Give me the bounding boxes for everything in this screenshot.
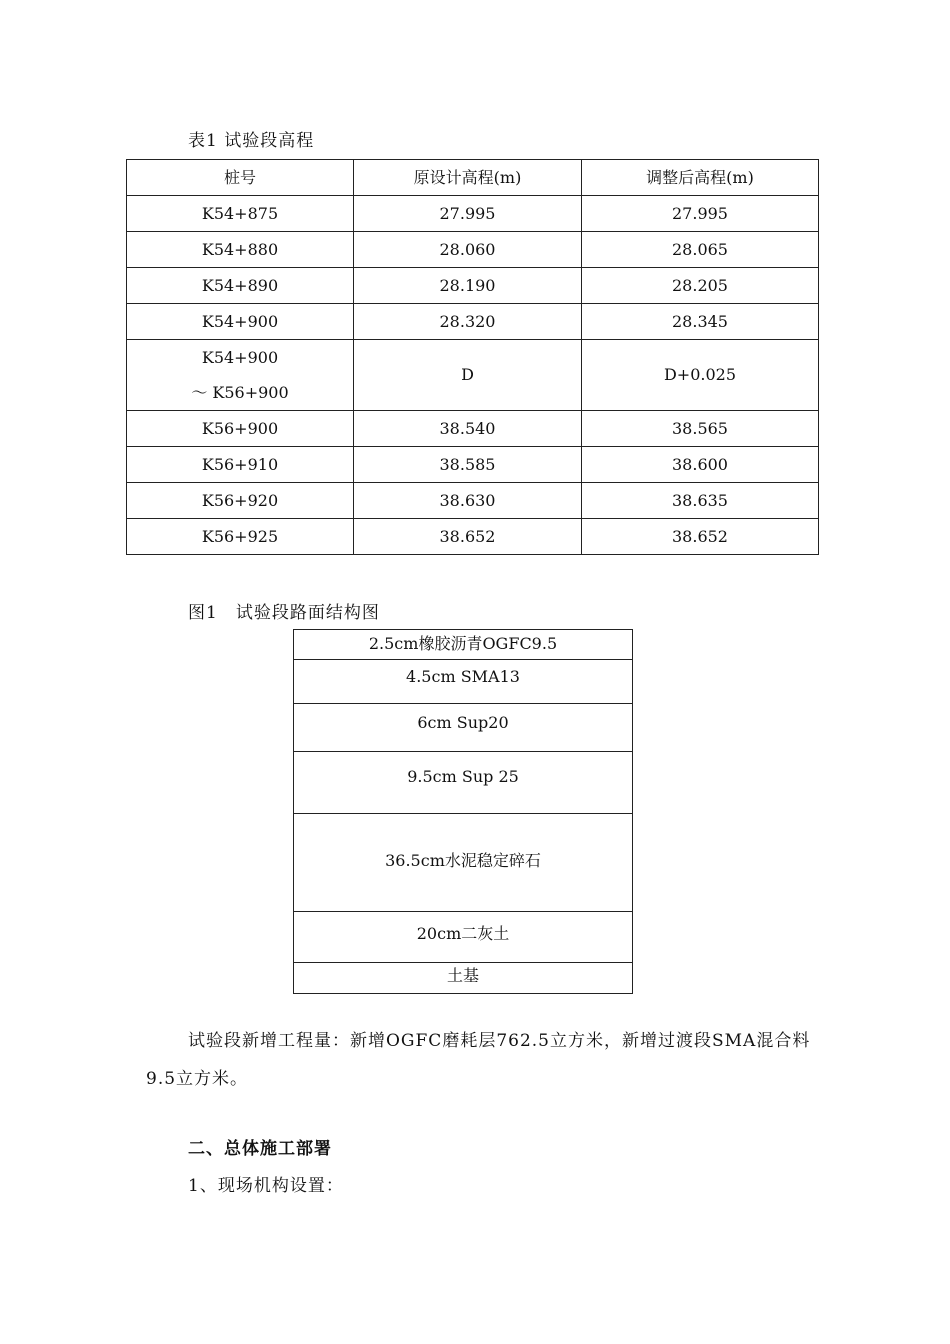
table-header-row [127, 160, 819, 196]
cell-station: K54+890 [127, 268, 354, 304]
table-row [127, 232, 819, 268]
pavement-structure-diagram [293, 629, 633, 994]
table-row [127, 483, 819, 519]
quantity-paragraph: 试验段新增工程量：新增OGFC磨耗层762.5立方米，新增过渡段SMA混合料9.5立方米。 [146, 1031, 811, 1089]
section-heading: 二、总体施工部署 [188, 1139, 332, 1159]
layer-ogfc [294, 630, 632, 660]
cell-adjusted: 28.205 [582, 268, 819, 304]
cell-design: 38.630 [354, 483, 582, 519]
cell-design: 38.540 [354, 411, 582, 447]
cell-station: K54+880 [127, 232, 354, 268]
layer-cement-stabilized [294, 814, 632, 912]
cell-design: 28.320 [354, 304, 582, 340]
cell-design: 28.190 [354, 268, 582, 304]
cell-design: 28.060 [354, 232, 582, 268]
layer-sup20 [294, 704, 632, 752]
table-row [127, 519, 819, 555]
table-row [127, 447, 819, 483]
cell-adjusted: 27.995 [582, 196, 819, 232]
cell-adjusted: 38.635 [582, 483, 819, 519]
layer-label: 20cm二灰土 [416, 924, 510, 943]
cell-adjusted: 38.652 [582, 519, 819, 555]
layer-sup25 [294, 752, 632, 814]
layer-lime-flyash-soil [294, 912, 632, 963]
list-item: 1、现场机构设置： [188, 1176, 344, 1196]
table-row [127, 340, 819, 411]
cell-design: D [354, 340, 582, 411]
table-caption: 表1 试验段高程 [188, 131, 315, 151]
header-adjusted-elevation: 调整后高程(m) [582, 160, 819, 196]
station-range-end: ～ K56+900 [191, 382, 289, 402]
layer-sma13 [294, 660, 632, 704]
layer-label: 4.5cm SMA13 [406, 667, 520, 686]
cell-design: 38.585 [354, 447, 582, 483]
cell-adjusted: 38.565 [582, 411, 819, 447]
cell-adjusted: 28.065 [582, 232, 819, 268]
cell-design: 38.652 [354, 519, 582, 555]
elevation-table [126, 159, 819, 555]
cell-station: K56+925 [127, 519, 354, 555]
cell-station: K54+875 [127, 196, 354, 232]
cell-adjusted: D+0.025 [582, 340, 819, 411]
table-row [127, 196, 819, 232]
cell-station: K54+900 [127, 304, 354, 340]
layer-subgrade [294, 963, 632, 994]
layer-label: 2.5cm橡胶沥青OGFC9.5 [368, 634, 558, 653]
cell-adjusted: 38.600 [582, 447, 819, 483]
cell-adjusted: 28.345 [582, 304, 819, 340]
header-design-elevation: 原设计高程(m) [354, 160, 582, 196]
cell-station: K56+900 [127, 411, 354, 447]
header-station: 桩号 [127, 160, 354, 196]
layer-label: 6cm Sup20 [417, 713, 509, 732]
figure-caption: 图1 试验段路面结构图 [188, 603, 380, 623]
cell-design: 27.995 [354, 196, 582, 232]
cell-station: K56+920 [127, 483, 354, 519]
layer-label: 土基 [446, 966, 479, 985]
table-row [127, 268, 819, 304]
layer-label: 9.5cm Sup 25 [407, 767, 519, 786]
cell-station: K56+910 [127, 447, 354, 483]
layer-label: 36.5cm水泥稳定碎石 [385, 851, 541, 870]
cell-station-range [127, 340, 354, 411]
table-row [127, 411, 819, 447]
table-row [127, 304, 819, 340]
station-range-start: K54+900 [201, 347, 279, 367]
